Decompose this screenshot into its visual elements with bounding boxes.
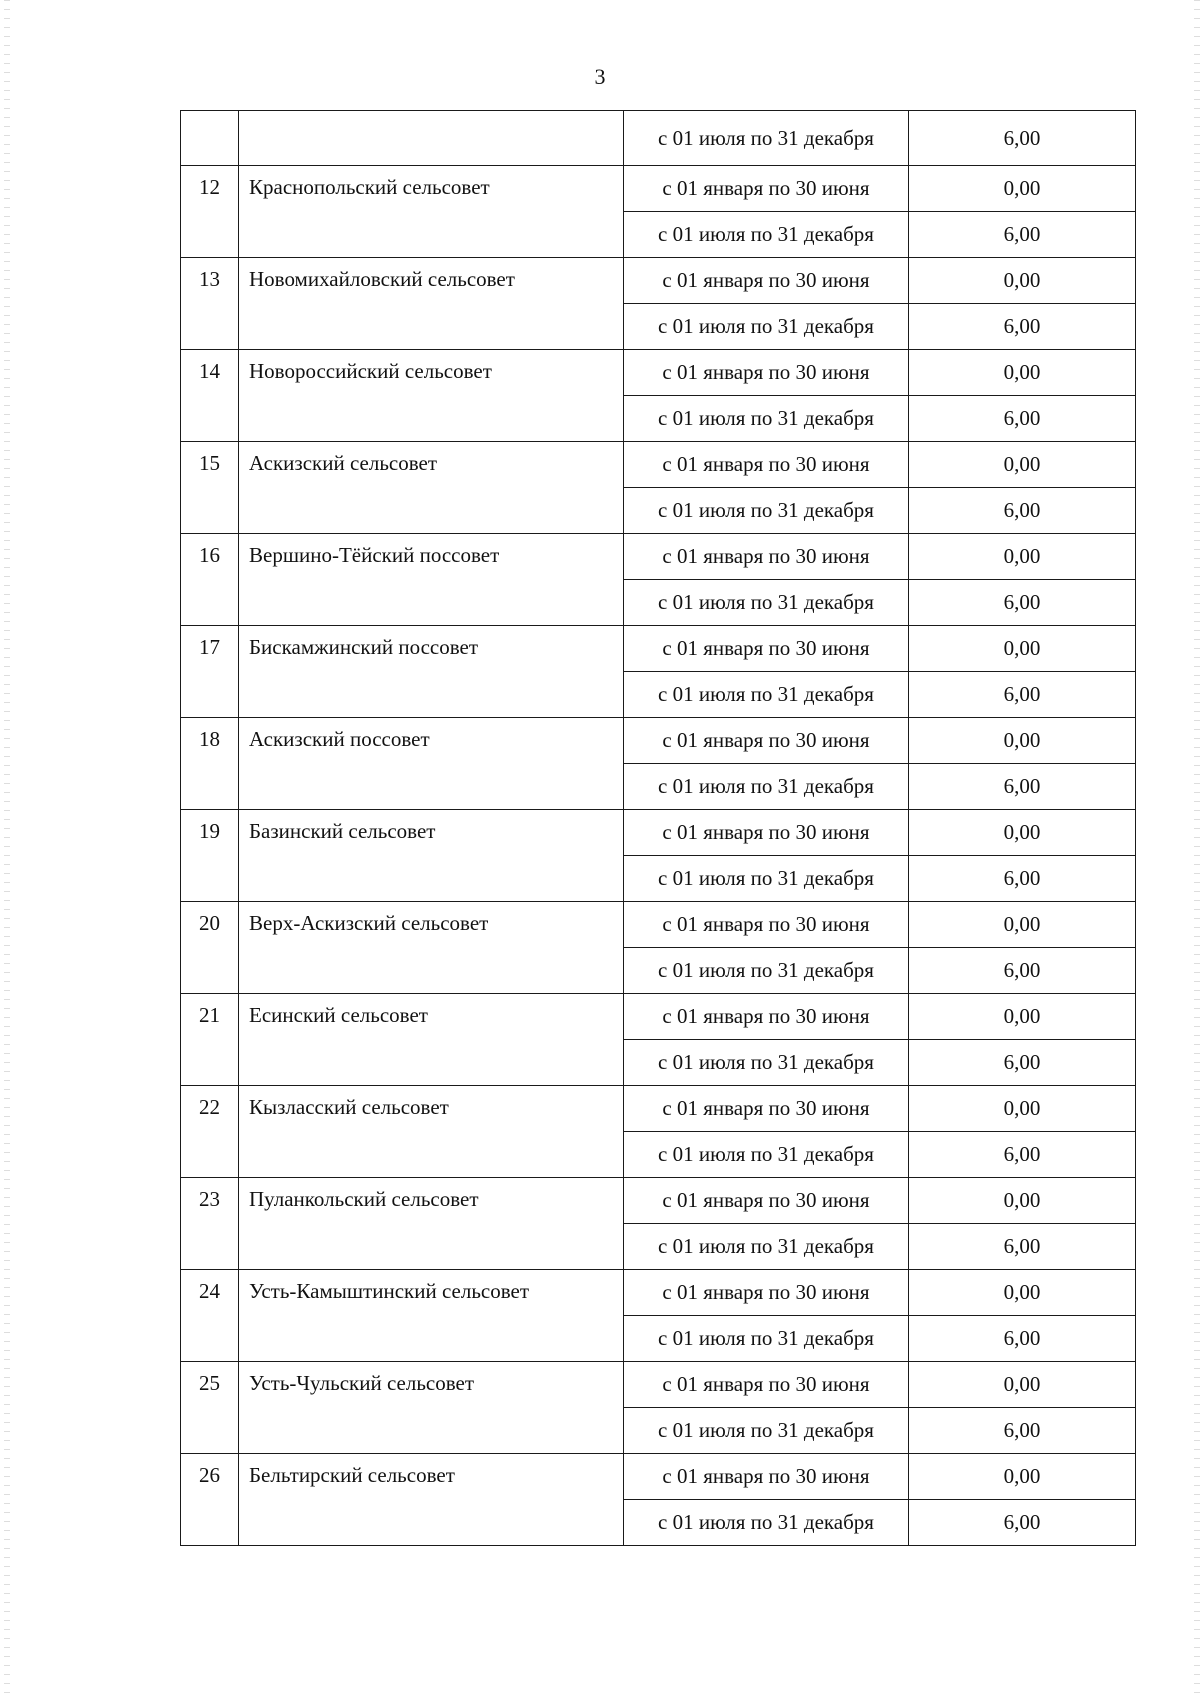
rate-cell: 6,00 — [909, 1316, 1136, 1362]
settlement-name-cell — [239, 111, 624, 166]
row-number-cell: 26 — [181, 1454, 239, 1546]
settlement-name-cell: Кызласский сельсовет — [239, 1086, 624, 1178]
period-cell: с 01 июля по 31 декабря — [624, 304, 909, 350]
table-row — [181, 1362, 1136, 1408]
table-row — [181, 1178, 1136, 1224]
row-number-cell: 23 — [181, 1178, 239, 1270]
row-number-cell — [181, 111, 239, 166]
period-cell: с 01 июля по 31 декабря — [624, 1408, 909, 1454]
rate-cell: 6,00 — [909, 396, 1136, 442]
period-cell: с 01 июля по 31 декабря — [624, 396, 909, 442]
rate-cell: 0,00 — [909, 626, 1136, 672]
row-number-cell: 19 — [181, 810, 239, 902]
rate-cell: 0,00 — [909, 994, 1136, 1040]
period-cell: с 01 июля по 31 декабря — [624, 856, 909, 902]
table-row — [181, 534, 1136, 580]
period-cell: с 01 июля по 31 декабря — [624, 488, 909, 534]
rate-cell: 0,00 — [909, 1178, 1136, 1224]
table-row — [181, 626, 1136, 672]
table-row — [181, 1454, 1136, 1500]
rate-cell: 6,00 — [909, 1224, 1136, 1270]
settlement-name-cell: Аскизский поссовет — [239, 718, 624, 810]
settlement-name-cell: Новороссийский сельсовет — [239, 350, 624, 442]
period-cell: с 01 июля по 31 декабря — [624, 580, 909, 626]
row-number-cell: 24 — [181, 1270, 239, 1362]
period-cell: с 01 января по 30 июня — [624, 350, 909, 396]
period-cell: с 01 января по 30 июня — [624, 994, 909, 1040]
scan-edge-left — [4, 0, 10, 1698]
rate-cell: 0,00 — [909, 534, 1136, 580]
scan-edge-right — [1194, 0, 1200, 1698]
rate-cell: 6,00 — [909, 764, 1136, 810]
rate-cell: 0,00 — [909, 1454, 1136, 1500]
table-row — [181, 350, 1136, 396]
rate-cell: 6,00 — [909, 948, 1136, 994]
row-number-cell: 22 — [181, 1086, 239, 1178]
period-cell: с 01 января по 30 июня — [624, 1270, 909, 1316]
settlement-name-cell: Усть-Чульский сельсовет — [239, 1362, 624, 1454]
rate-cell: 6,00 — [909, 212, 1136, 258]
settlement-name-cell: Бискамжинский поссовет — [239, 626, 624, 718]
period-cell: с 01 января по 30 июня — [624, 258, 909, 304]
table-row — [181, 902, 1136, 948]
row-number-cell: 13 — [181, 258, 239, 350]
period-cell: с 01 июля по 31 декабря — [624, 764, 909, 810]
period-cell: с 01 июля по 31 декабря — [624, 948, 909, 994]
settlement-name-cell: Аскизский сельсовет — [239, 442, 624, 534]
period-cell: с 01 января по 30 июня — [624, 626, 909, 672]
rate-cell: 0,00 — [909, 350, 1136, 396]
settlement-name-cell: Краснопольский сельсовет — [239, 166, 624, 258]
period-cell: с 01 января по 30 июня — [624, 166, 909, 212]
period-cell: с 01 января по 30 июня — [624, 1086, 909, 1132]
period-cell: с 01 июля по 31 декабря — [624, 1316, 909, 1362]
period-cell: с 01 июля по 31 декабря — [624, 212, 909, 258]
settlement-name-cell: Усть-Камыштинский сельсовет — [239, 1270, 624, 1362]
rate-cell: 0,00 — [909, 258, 1136, 304]
rate-cell: 6,00 — [909, 304, 1136, 350]
row-number-cell: 14 — [181, 350, 239, 442]
rate-cell: 0,00 — [909, 1270, 1136, 1316]
period-cell: с 01 января по 30 июня — [624, 1454, 909, 1500]
rate-cell: 0,00 — [909, 810, 1136, 856]
row-number-cell: 21 — [181, 994, 239, 1086]
page-number: 3 — [594, 64, 606, 89]
period-cell: с 01 января по 30 июня — [624, 534, 909, 580]
period-cell: с 01 января по 30 июня — [624, 1362, 909, 1408]
rates-table — [180, 110, 1136, 1546]
row-number-cell: 12 — [181, 166, 239, 258]
period-cell: с 01 июля по 31 декабря — [624, 1040, 909, 1086]
period-cell: с 01 января по 30 июня — [624, 442, 909, 488]
table-row — [181, 718, 1136, 764]
period-cell: с 01 июля по 31 декабря — [624, 1500, 909, 1546]
rate-cell: 6,00 — [909, 1040, 1136, 1086]
rate-cell: 0,00 — [909, 1086, 1136, 1132]
period-cell: с 01 июля по 31 декабря — [624, 1132, 909, 1178]
rate-cell: 6,00 — [909, 1132, 1136, 1178]
rate-cell: 0,00 — [909, 442, 1136, 488]
rate-cell: 6,00 — [909, 856, 1136, 902]
rate-cell: 6,00 — [909, 580, 1136, 626]
rates-table-body — [181, 111, 1136, 1546]
table-row — [181, 442, 1136, 488]
period-cell: с 01 января по 30 июня — [624, 902, 909, 948]
settlement-name-cell: Новомихайловский сельсовет — [239, 258, 624, 350]
table-row-continuation — [181, 111, 1136, 166]
rate-cell: 6,00 — [909, 1500, 1136, 1546]
rate-cell: 6,00 — [909, 488, 1136, 534]
rate-cell: 0,00 — [909, 1362, 1136, 1408]
period-cell: с 01 июля по 31 декабря — [624, 111, 909, 166]
table-row — [181, 258, 1136, 304]
settlement-name-cell: Базинский сельсовет — [239, 810, 624, 902]
row-number-cell: 15 — [181, 442, 239, 534]
rate-cell: 0,00 — [909, 902, 1136, 948]
period-cell: с 01 января по 30 июня — [624, 1178, 909, 1224]
settlement-name-cell: Вершино-Тёйский поссовет — [239, 534, 624, 626]
table-row — [181, 1086, 1136, 1132]
settlement-name-cell: Бельтирский сельсовет — [239, 1454, 624, 1546]
period-cell: с 01 июля по 31 декабря — [624, 672, 909, 718]
rate-cell: 6,00 — [909, 1408, 1136, 1454]
period-cell: с 01 января по 30 июня — [624, 810, 909, 856]
rate-cell: 0,00 — [909, 166, 1136, 212]
period-cell: с 01 июля по 31 декабря — [624, 1224, 909, 1270]
period-cell: с 01 января по 30 июня — [624, 718, 909, 764]
rate-cell: 0,00 — [909, 718, 1136, 764]
rate-cell: 6,00 — [909, 672, 1136, 718]
row-number-cell: 25 — [181, 1362, 239, 1454]
row-number-cell: 16 — [181, 534, 239, 626]
row-number-cell: 17 — [181, 626, 239, 718]
row-number-cell: 18 — [181, 718, 239, 810]
rate-cell: 6,00 — [909, 111, 1136, 166]
table-row — [181, 1270, 1136, 1316]
table-row — [181, 166, 1136, 212]
settlement-name-cell: Верх-Аскизский сельсовет — [239, 902, 624, 994]
table-row — [181, 810, 1136, 856]
table-row — [181, 994, 1136, 1040]
settlement-name-cell: Пуланкольский сельсовет — [239, 1178, 624, 1270]
row-number-cell: 20 — [181, 902, 239, 994]
settlement-name-cell: Есинский сельсовет — [239, 994, 624, 1086]
